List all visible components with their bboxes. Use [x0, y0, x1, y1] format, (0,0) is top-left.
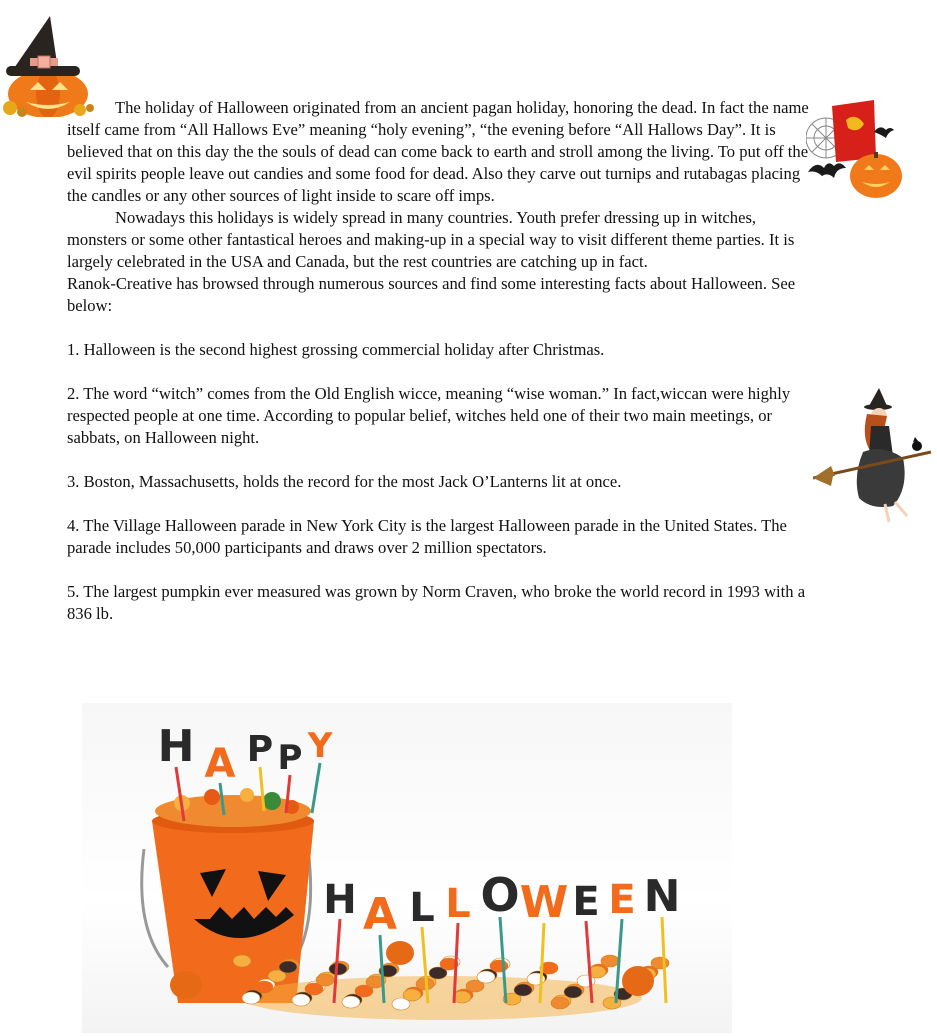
- happy-letter: Y: [307, 726, 333, 766]
- halloween-letter: W: [519, 877, 569, 928]
- halloween-letter: E: [608, 877, 636, 923]
- facts-intro-paragraph: Ranok-Creative has browsed through numerous sources and find some interesting facts about Halloween. See below:: [67, 274, 796, 315]
- candy-piece: [233, 955, 251, 967]
- witch-on-broom-icon: [813, 386, 937, 528]
- candy-piece: [551, 997, 569, 1009]
- candy-piece: [514, 984, 532, 996]
- halloween-letter: N: [643, 871, 681, 922]
- banner-illustration: [82, 703, 732, 1033]
- happy-halloween-candy-bucket-image: [82, 703, 732, 1033]
- halloween-letter: L: [409, 885, 435, 931]
- happy-letter: P: [277, 738, 303, 778]
- halloween-letter: O: [480, 868, 520, 922]
- fact-item: 5. The largest pumpkin ever measured was grown by Norm Craven, who broke the world record in 1993 with a 836 lb.: [67, 582, 806, 623]
- candy-piece: [490, 960, 508, 972]
- halloween-letter: H: [323, 877, 357, 923]
- halloween-letter-stick: [662, 917, 666, 1003]
- candy-piece: [316, 974, 334, 986]
- candy-piece: [651, 957, 669, 969]
- fact-item: 3. Boston, Massachusetts, holds the record for the most Jack O’Lanterns lit at once.: [67, 472, 622, 491]
- candy-piece: [255, 981, 273, 993]
- popularity-paragraph: Nowadays this holidays is widely spread in many countries. Youth prefer dressing up in witches, monsters or some other fantastical heroes and making-up in a special way to visit different theme parties. It is largely celebrated in the USA and Canada, but the rest countries are catching up in fact.: [67, 208, 795, 271]
- fact-item: 1. Halloween is the second highest grossing commercial holiday after Christmas.: [67, 340, 605, 359]
- happy-letter: P: [246, 729, 274, 770]
- candy-piece: [403, 989, 421, 1001]
- intro-paragraph: The holiday of Halloween originated from an ancient pagan holiday, honoring the dead. In fact the name itself came from “All Hallows Eve” meaning “holy evening”, “the evening before “All Hallows Day”. It is believed that on this day the the souls of dead can come back to earth and stroll among the living. To put off the evil spirits people leave out candies and some food for dead. Also they carve out turnips and rutabagas placing the candles or any other sources of light inside to scare off imps.: [67, 98, 809, 205]
- halloween-letter: L: [445, 881, 471, 927]
- candy-piece: [601, 955, 619, 967]
- candy-piece: [342, 996, 360, 1008]
- halloween-letter: E: [572, 879, 600, 925]
- happy-letter: A: [204, 741, 236, 787]
- fact-item: 2. The word “witch” comes from the Old English wicce, meaning “wise woman.” In fact,wiccan were highly respected people at one time. According to popular belief, witches held one of their two main meetings, or sabbats, on Halloween night.: [67, 384, 791, 447]
- candy-piece: [564, 986, 582, 998]
- candy-piece: [279, 961, 297, 973]
- fact-item: 4. The Village Halloween parade in New York City is the largest Halloween parade in the United States. The parade includes 50,000 participants and draws over 2 million spectators.: [67, 516, 787, 557]
- happy-letter-stick: [312, 763, 320, 813]
- candy-piece: [242, 992, 260, 1004]
- candy-piece: [292, 994, 310, 1006]
- candy-piece: [477, 971, 495, 983]
- halloween-letter: A: [362, 889, 398, 940]
- happy-letter: H: [157, 721, 195, 772]
- lantern-bats-pumpkin-icon: [806, 96, 906, 204]
- article-body: [67, 97, 812, 625]
